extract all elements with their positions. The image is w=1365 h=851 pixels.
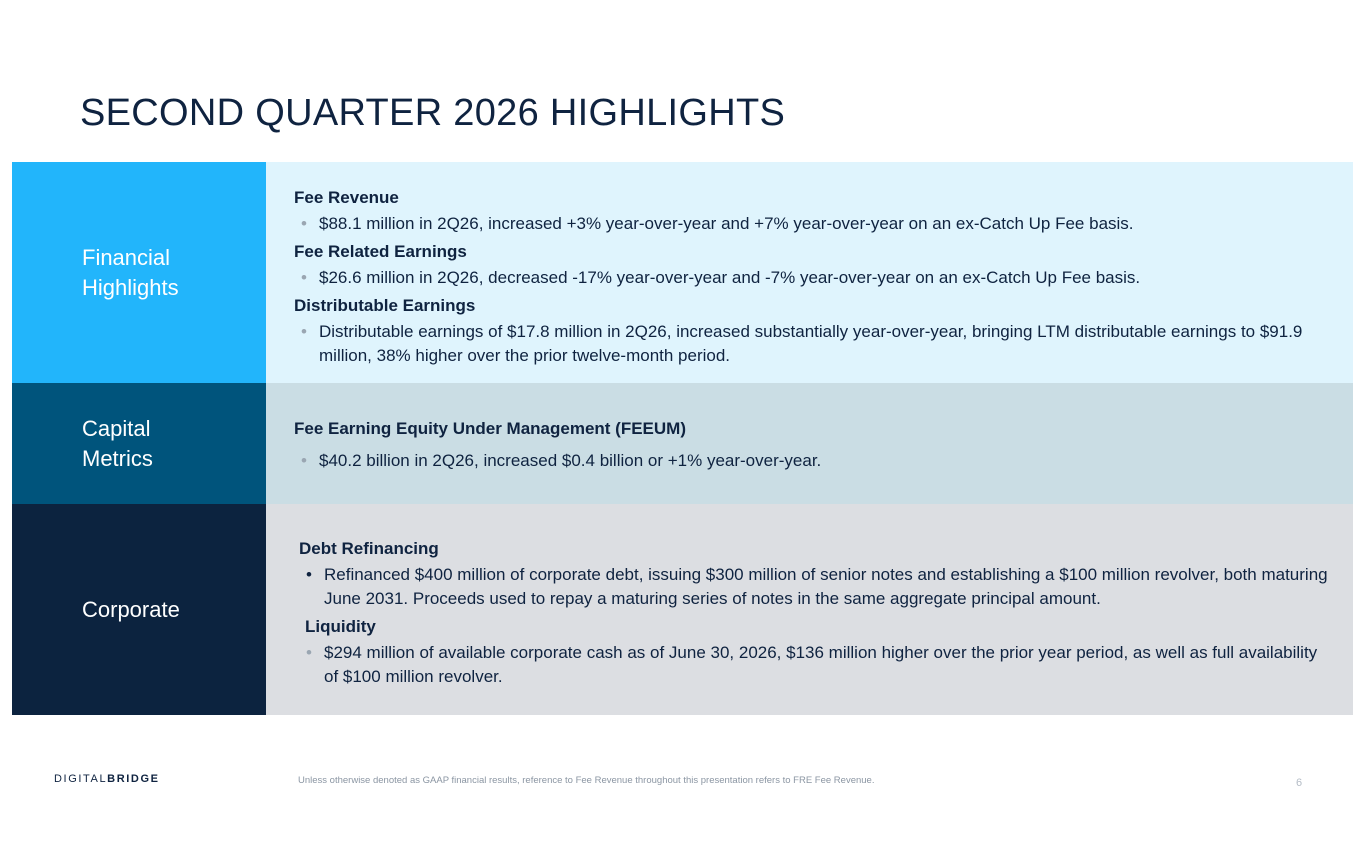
footnote: Unless otherwise denoted as GAAP financial results, reference to Fee Revenue throughout this presentation refers to FRE Fee Revenue. (298, 775, 875, 786)
list-item: • $88.1 million in 2Q26, increased +3% year-over-year and +7% year-over-year on an ex-Catch Up Fee basis. (294, 212, 1353, 236)
page-title: SECOND QUARTER 2026 HIGHLIGHTS (80, 92, 786, 134)
section-body (266, 383, 1353, 504)
debt-refinancing-heading: Debt Refinancing (299, 539, 439, 558)
section-body (266, 504, 1353, 715)
distributable-earnings-heading: Distributable Earnings (294, 296, 476, 315)
feeum-heading: Fee Earning Equity Under Management (FEEUM) (294, 419, 686, 438)
section-label: Capital Metrics (12, 383, 266, 504)
section-label: Financial Highlights (12, 162, 266, 383)
fee-related-earnings-heading: Fee Related Earnings (294, 242, 467, 261)
corporate-band (12, 504, 1353, 715)
list-item: • $26.6 million in 2Q26, decreased -17% year-over-year and -7% year-over-year on an ex-Catch Up Fee basis. (294, 266, 1353, 290)
digitalbridge-logo: DIGITALBRIDGE (54, 773, 160, 785)
bullet-icon: • (301, 214, 307, 233)
financial-highlights-band (12, 162, 1353, 383)
list-item: • Distributable earnings of $17.8 million in 2Q26, increased substantially year-over-year, bringing LTM distributable earnings to $91.9 million, 38% higher over the prior twelve-month period. (301, 322, 1303, 365)
list-item: • $294 million of available corporate cash as of June 30, 2026, $136 million higher over the prior year period, as well as full availability of $100 million revolver. (306, 643, 1318, 686)
bullet-icon: • (301, 322, 307, 341)
bullet-icon: • (301, 268, 307, 287)
bullet-icon: • (301, 451, 307, 470)
bullet-icon: • (306, 643, 312, 662)
list-item: • $40.2 billion in 2Q26, increased $0.4 billion or +1% year-over-year. (294, 449, 1353, 473)
list-item: • Refinanced $400 million of corporate debt, issuing $300 million of senior notes and establishing a $100 million revolver, both maturing June 2031. Proceeds used to repay a maturing series of notes in the same aggregate principal amount. (306, 565, 1328, 608)
page-number: 6 (1296, 777, 1303, 789)
fee-revenue-heading: Fee Revenue (294, 188, 399, 207)
section-label: Corporate (12, 504, 266, 715)
bullet-icon: • (306, 565, 312, 584)
capital-metrics-band (12, 383, 1353, 504)
section-body (266, 162, 1353, 383)
liquidity-heading: Liquidity (305, 617, 376, 636)
